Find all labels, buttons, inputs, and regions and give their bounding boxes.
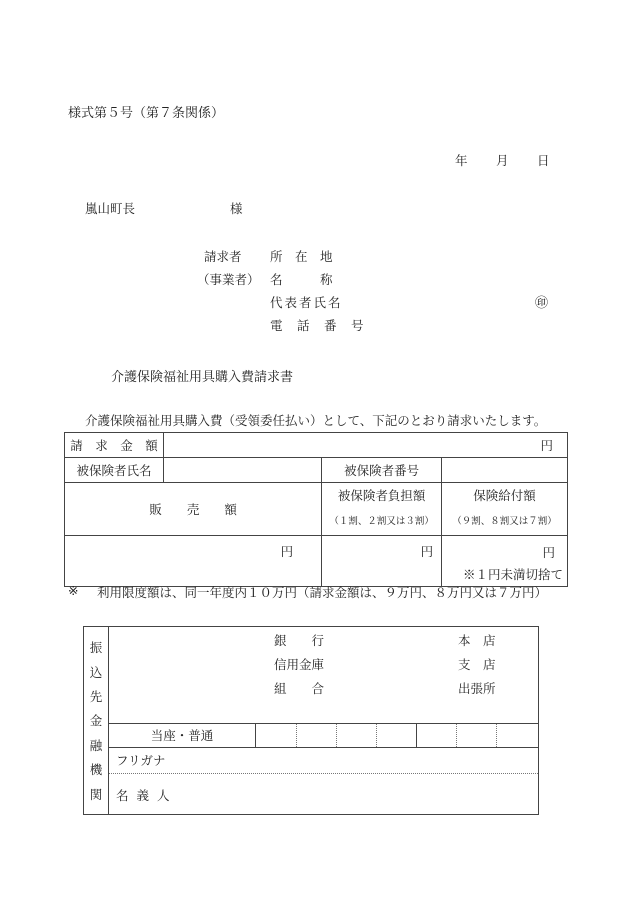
limit-note: 利用限度額は、同一年度内１０万円（請求金額は、９万円、８万円又は７万円） [97, 585, 548, 600]
benefit-label: 保険給付額 [473, 488, 536, 503]
claim-amount-value [163, 433, 567, 458]
branch-type-branch: 支 店 [458, 657, 496, 672]
yen-unit: 円 [542, 545, 555, 560]
holder-label: 名 義 人 [116, 788, 172, 803]
yen-unit: 円 [420, 544, 434, 559]
bank-side-label [84, 627, 109, 814]
date-month-label: 月 [496, 153, 509, 168]
digit-divider [296, 724, 297, 747]
burden-note: （１割、２割又は３割） [329, 516, 434, 527]
date-day-label: 日 [537, 153, 550, 168]
claimant-representative-label: 代表者氏名 [270, 295, 343, 310]
form-number: 様式第５号（第７条関係） [68, 106, 225, 121]
digit-divider [336, 724, 337, 747]
inst-type-shinkin: 信用金庫 [274, 657, 325, 672]
side-char: 関 [89, 786, 103, 802]
yen-unit: 円 [540, 438, 553, 453]
furigana-label: フリガナ [116, 753, 166, 768]
account-row [109, 723, 538, 748]
sales-amount-value [65, 536, 322, 587]
rounding-note: ※１円未満切捨て [462, 567, 563, 582]
sales-amount-label: 販 売 額 [65, 483, 322, 536]
claimant-phone-label: 電 話 番 号 [270, 318, 365, 333]
burden-label: 被保険者負担額 [337, 488, 426, 503]
claimant-sub-label: （事業者） [197, 272, 260, 287]
addressee-name: 嵐山町長 [85, 201, 136, 216]
side-char: 振 [89, 640, 103, 656]
insured-number-value [442, 458, 568, 483]
burden-value [322, 536, 442, 587]
digit-divider [416, 724, 417, 747]
benefit-note: （９割、８割又は７割） [452, 516, 557, 527]
benefit-header [442, 483, 568, 536]
benefit-value [442, 536, 568, 587]
addressee-honorific: 様 [230, 201, 243, 216]
insured-name-value [163, 458, 321, 483]
inst-type-kumiai: 組 合 [274, 681, 325, 696]
side-char: 融 [89, 737, 103, 753]
insured-number-label: 被保険者番号 [322, 458, 442, 483]
intro-text: 介護保険福祉用具購入費（受領委任払い）として、下記のとおり請求いたします。 [85, 413, 547, 428]
claimant-name-label: 名 称 [270, 272, 333, 287]
claimant-label: 請求者 [204, 249, 242, 264]
digit-divider [496, 724, 497, 747]
furigana-divider [109, 773, 538, 774]
branch-type-main: 本 店 [458, 633, 496, 648]
side-char: 機 [89, 762, 103, 778]
account-type-label: 当座・普通 [109, 724, 256, 747]
burden-header [322, 483, 442, 536]
bank-box [83, 626, 539, 815]
yen-unit: 円 [280, 544, 294, 559]
claim-amount-label: 請 求 金 額 [65, 433, 164, 458]
side-char: 込 [89, 664, 103, 680]
document-title: 介護保険福祉用具購入費請求書 [111, 370, 294, 385]
branch-type-office: 出張所 [458, 681, 496, 696]
claimant-address-label: 所 在 地 [270, 249, 333, 264]
seal-mark: ㊞ [535, 296, 549, 311]
side-char: 金 [89, 713, 103, 729]
digit-divider [456, 724, 457, 747]
claim-table [64, 432, 568, 587]
insured-name-label: 被保険者氏名 [65, 458, 164, 483]
limit-note-mark: ※ [68, 583, 79, 598]
side-char: 先 [89, 689, 103, 705]
inst-type-bank: 銀 行 [274, 633, 325, 648]
date-year-label: 年 [455, 153, 468, 168]
digit-divider [376, 724, 377, 747]
